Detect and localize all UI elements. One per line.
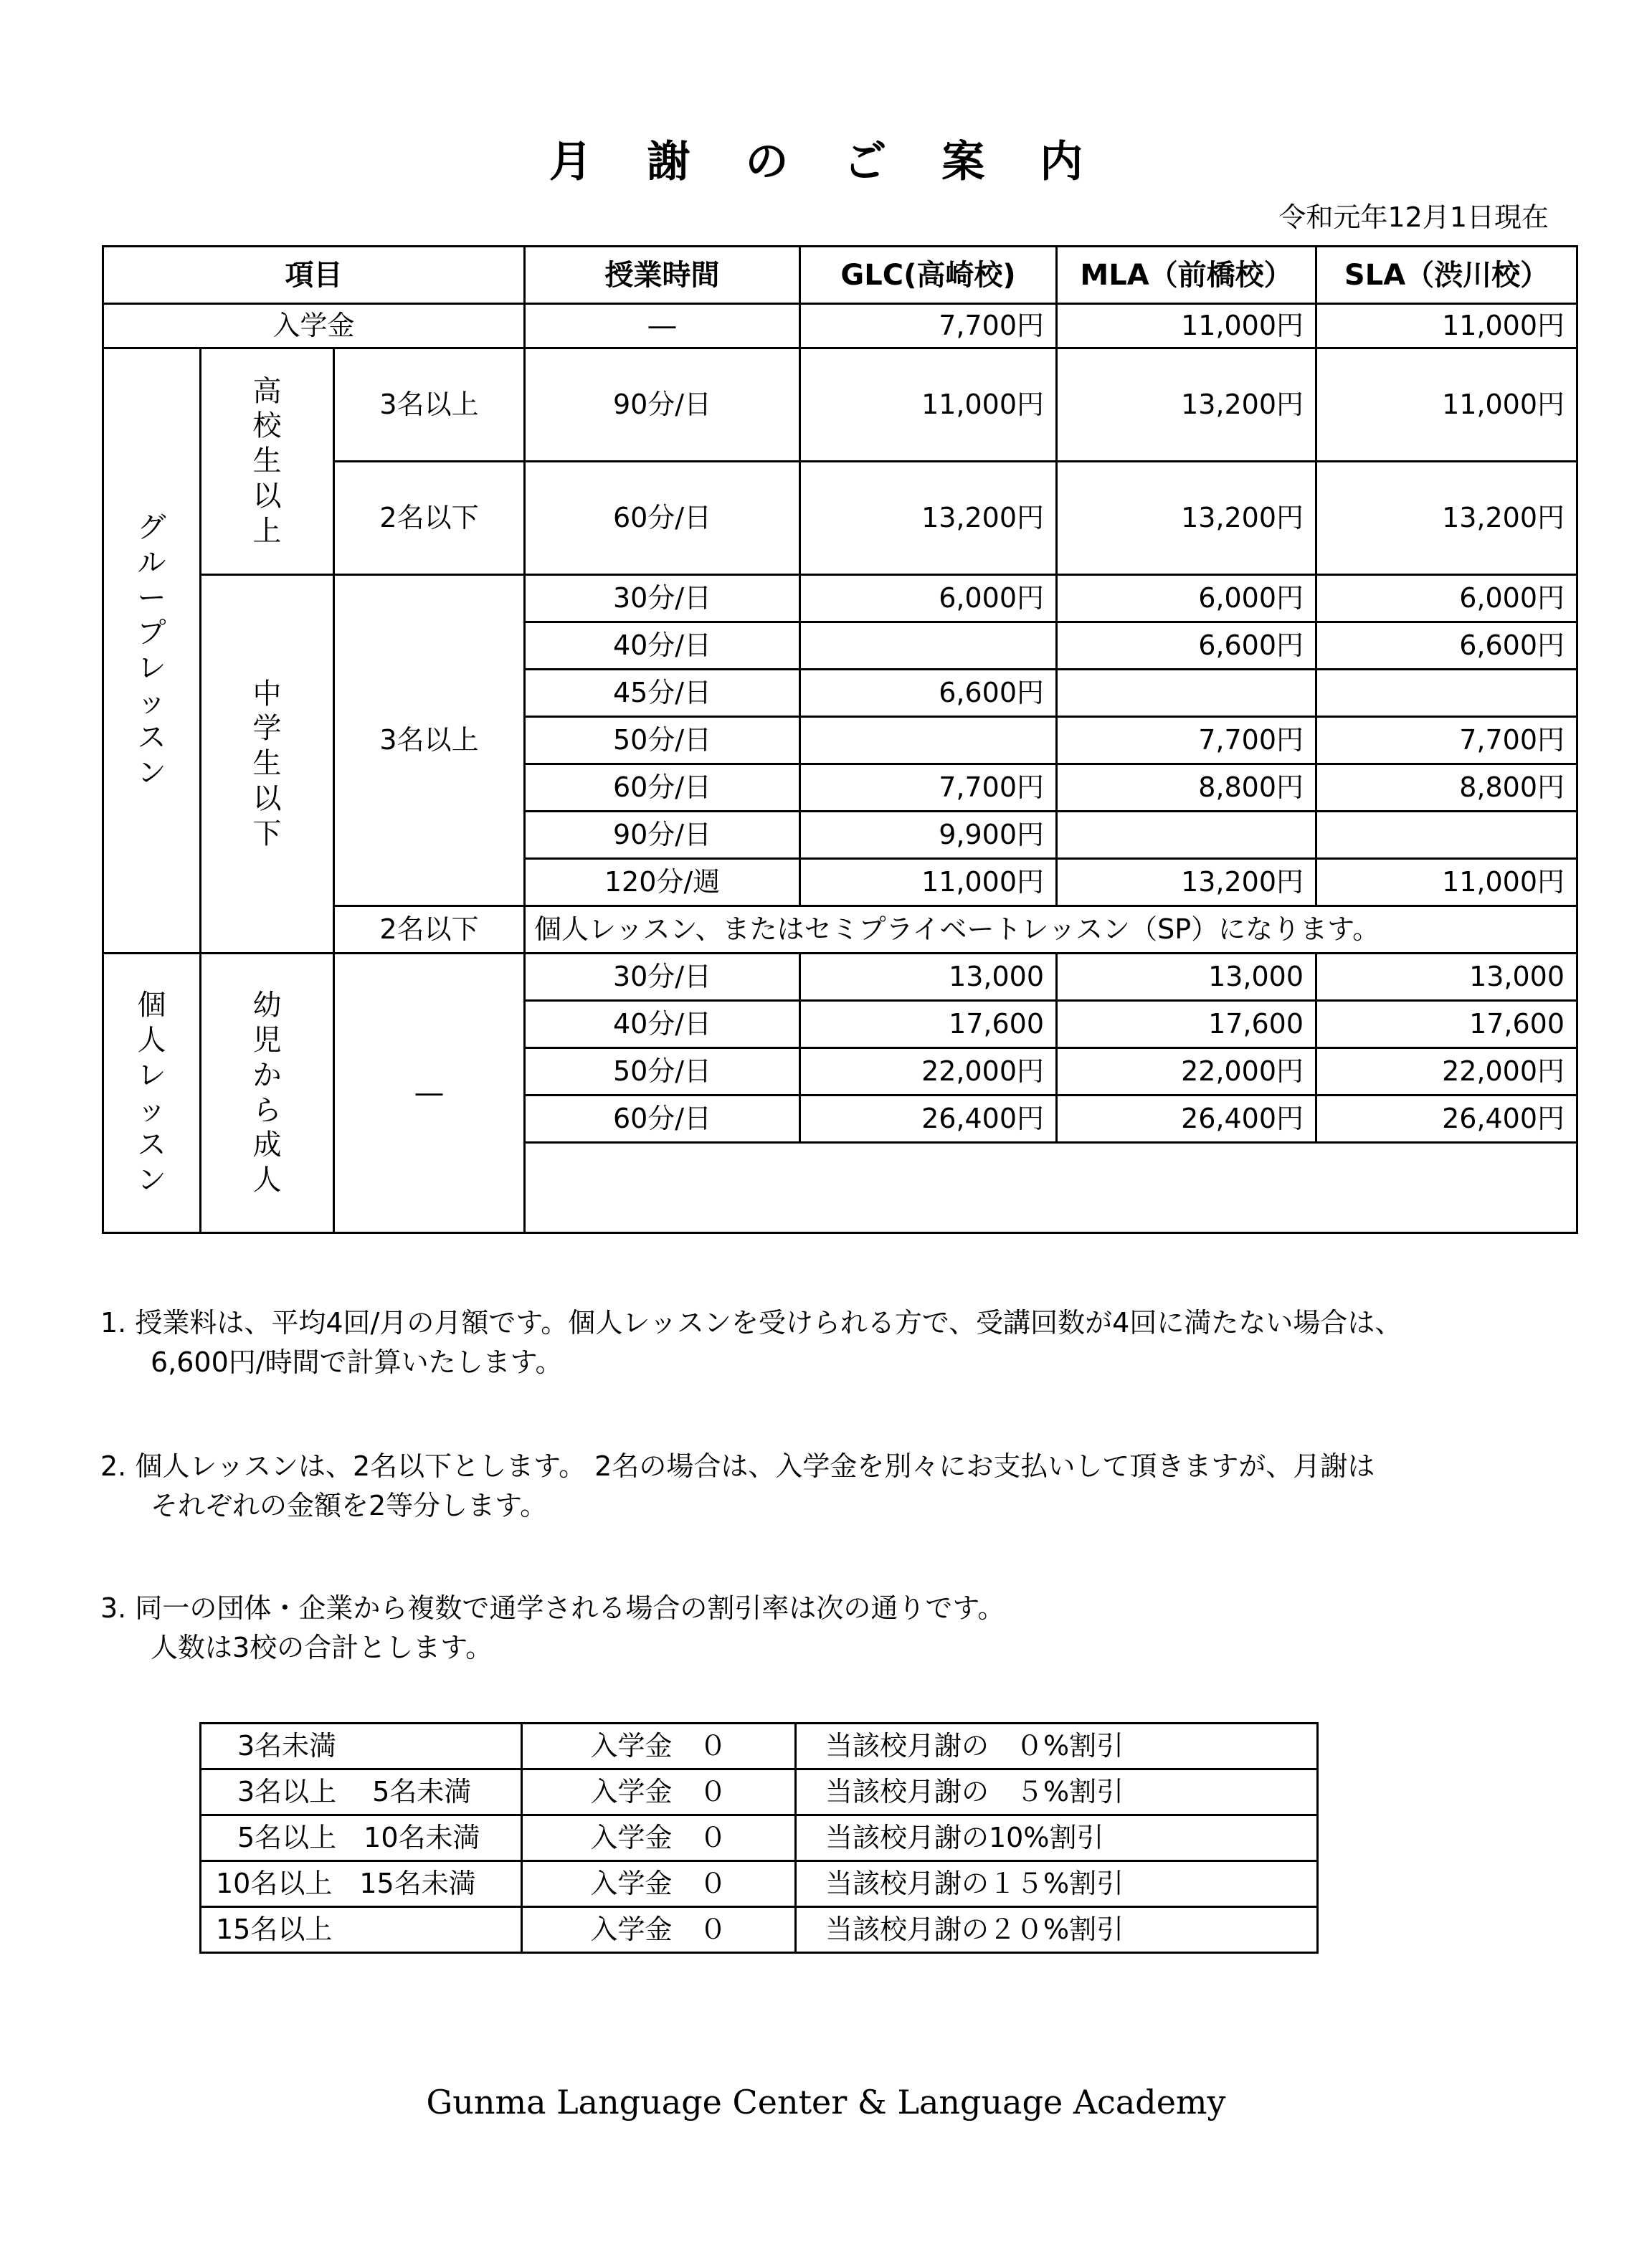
lesson-time: 60分/日 — [525, 462, 800, 575]
lesson-time: 40分/日 — [525, 622, 800, 670]
mla-price: 17,600 — [1057, 1001, 1316, 1048]
glc-price: 11,000円 — [800, 859, 1057, 906]
header-glc: GLC(高崎校) — [800, 247, 1057, 304]
discount-fee: 入学金 ０ — [522, 1907, 796, 1953]
note-2 — [100, 1447, 1375, 1526]
high-school-label: 高校生以上 — [201, 348, 334, 575]
mla-price — [1057, 812, 1316, 859]
private-lesson-label: 個人レッスン — [103, 954, 201, 1233]
table-row — [201, 1724, 1318, 1769]
glc-price: 9,900円 — [800, 812, 1057, 859]
glc-price: 13,000 — [800, 954, 1057, 1001]
discount-fee: 入学金 ０ — [522, 1815, 796, 1861]
table-row — [201, 1769, 1318, 1815]
discount-range: 3名以上 5名未満 — [201, 1769, 522, 1815]
discount-range: 10名以上 15名未満 — [201, 1861, 522, 1907]
note-1-line2: 6,600円/時間で計算いたします。 — [151, 1346, 563, 1379]
note-3-line1: 3. 同一の団体・企業から複数で通学される場合の割引率は次の通りです。 — [100, 1592, 1005, 1624]
sla-price: 11,000円 — [1316, 348, 1577, 462]
lesson-time: 30分/日 — [525, 954, 800, 1001]
mla-price — [1057, 670, 1316, 717]
header-time: 授業時間 — [525, 247, 800, 304]
admission-sla: 11,000円 — [1316, 304, 1577, 348]
header-sla: SLA（渋川校） — [1316, 247, 1577, 304]
mla-price: 13,200円 — [1057, 348, 1316, 462]
glc-price — [800, 717, 1057, 764]
sla-price: 6,600円 — [1316, 622, 1577, 670]
mla-price: 13,200円 — [1057, 462, 1316, 575]
glc-price: 11,000円 — [800, 348, 1057, 462]
footer: Gunma Language Center & Language Academy — [426, 2083, 1226, 2121]
admission-glc: 7,700円 — [800, 304, 1057, 348]
discount-range: 5名以上 10名未満 — [201, 1815, 522, 1861]
lesson-time: 45分/日 — [525, 670, 800, 717]
group-size: 3名以上 — [334, 575, 525, 906]
sla-price: 13,200円 — [1316, 462, 1577, 575]
glc-price: 17,600 — [800, 1001, 1057, 1048]
discount-range: 15名以上 — [201, 1907, 522, 1953]
lesson-time: 50分/日 — [525, 717, 800, 764]
mla-price: 13,000 — [1057, 954, 1316, 1001]
group-size: 2名以下 — [334, 906, 525, 954]
discount-rate: 当該校月謝の ０%割引 — [796, 1724, 1318, 1769]
table-row — [201, 1861, 1318, 1907]
junior-label: 中学生以下 — [201, 575, 334, 954]
mla-price: 8,800円 — [1057, 764, 1316, 812]
lesson-time: 120分/週 — [525, 859, 800, 906]
discount-fee: 入学金 ０ — [522, 1724, 796, 1769]
glc-price: 22,000円 — [800, 1048, 1057, 1096]
mla-price: 6,600円 — [1057, 622, 1316, 670]
table-row — [103, 954, 1577, 1001]
discount-rate: 当該校月謝の10%割引 — [796, 1815, 1318, 1861]
note-1 — [100, 1303, 1402, 1382]
note-2-line1: 2. 個人レッスンは、2名以下とします。 2名の場合は、入学金を別々にお支払いして頂きますが、月謝は — [100, 1450, 1375, 1482]
glc-price: 26,400円 — [800, 1096, 1057, 1143]
mla-price: 7,700円 — [1057, 717, 1316, 764]
admission-time: ― — [525, 304, 800, 348]
sla-price: 22,000円 — [1316, 1048, 1577, 1096]
group-size: 2名以下 — [334, 462, 525, 575]
sla-price: 7,700円 — [1316, 717, 1577, 764]
lesson-time: 60分/日 — [525, 1096, 800, 1143]
header-mla: MLA（前橋校） — [1057, 247, 1316, 304]
lesson-time: 90分/日 — [525, 812, 800, 859]
lesson-time: 90分/日 — [525, 348, 800, 462]
lesson-time: 40分/日 — [525, 1001, 800, 1048]
admission-mla: 11,000円 — [1057, 304, 1316, 348]
discount-fee: 入学金 ０ — [522, 1769, 796, 1815]
glc-price: 13,200円 — [800, 462, 1057, 575]
mla-price: 13,200円 — [1057, 859, 1316, 906]
sla-price: 13,000 — [1316, 954, 1577, 1001]
table-row — [201, 1815, 1318, 1861]
glc-price: 7,700円 — [800, 764, 1057, 812]
mla-price: 26,400円 — [1057, 1096, 1316, 1143]
small-group-note: 個人レッスン、またはセミプライベートレッスン（SP）になります。 — [525, 906, 1577, 954]
table-row — [201, 1907, 1318, 1953]
sla-price — [1316, 670, 1577, 717]
discount-rate: 当該校月謝の ５%割引 — [796, 1769, 1318, 1815]
date-label: 令和元年12月1日現在 — [1278, 201, 1549, 233]
lesson-time: 50分/日 — [525, 1048, 800, 1096]
table-row — [103, 575, 1577, 622]
group-lesson-label: グループレッスン — [103, 348, 201, 954]
note-3 — [100, 1589, 1005, 1668]
group-size: ― — [334, 954, 525, 1233]
discount-rate: 当該校月謝の１５%割引 — [796, 1861, 1318, 1907]
header-item: 項目 — [103, 247, 525, 304]
discount-table — [199, 1722, 1319, 1954]
mla-price: 6,000円 — [1057, 575, 1316, 622]
page-title: 月 謝 の ご 案 内 — [549, 137, 1103, 187]
group-size: 3名以上 — [334, 348, 525, 462]
note-3-line2: 人数は3校の合計とします。 — [151, 1632, 493, 1664]
note-2-line2: それぞれの金額を2等分します。 — [151, 1490, 548, 1522]
glc-price: 6,000円 — [800, 575, 1057, 622]
note-1-line1: 1. 授業料は、平均4回/月の月額です。個人レッスンを受けられる方で、受講回数が4回に満たない場合は、 — [100, 1307, 1402, 1339]
discount-rate: 当該校月謝の２０%割引 — [796, 1907, 1318, 1953]
fee-table — [102, 245, 1578, 1234]
table-header-row — [103, 247, 1577, 304]
sla-price: 8,800円 — [1316, 764, 1577, 812]
mla-price: 22,000円 — [1057, 1048, 1316, 1096]
age-label: 幼児から成人 — [201, 954, 334, 1233]
discount-range: 3名未満 — [201, 1724, 522, 1769]
lesson-time: 60分/日 — [525, 764, 800, 812]
sla-price: 6,000円 — [1316, 575, 1577, 622]
glc-price — [800, 622, 1057, 670]
sla-price: 26,400円 — [1316, 1096, 1577, 1143]
table-row — [103, 348, 1577, 462]
discount-fee: 入学金 ０ — [522, 1861, 796, 1907]
empty-cell — [525, 1143, 1577, 1233]
admission-label: 入学金 — [103, 304, 525, 348]
sla-price: 17,600 — [1316, 1001, 1577, 1048]
sla-price — [1316, 812, 1577, 859]
sla-price: 11,000円 — [1316, 859, 1577, 906]
glc-price: 6,600円 — [800, 670, 1057, 717]
admission-row — [103, 304, 1577, 348]
lesson-time: 30分/日 — [525, 575, 800, 622]
